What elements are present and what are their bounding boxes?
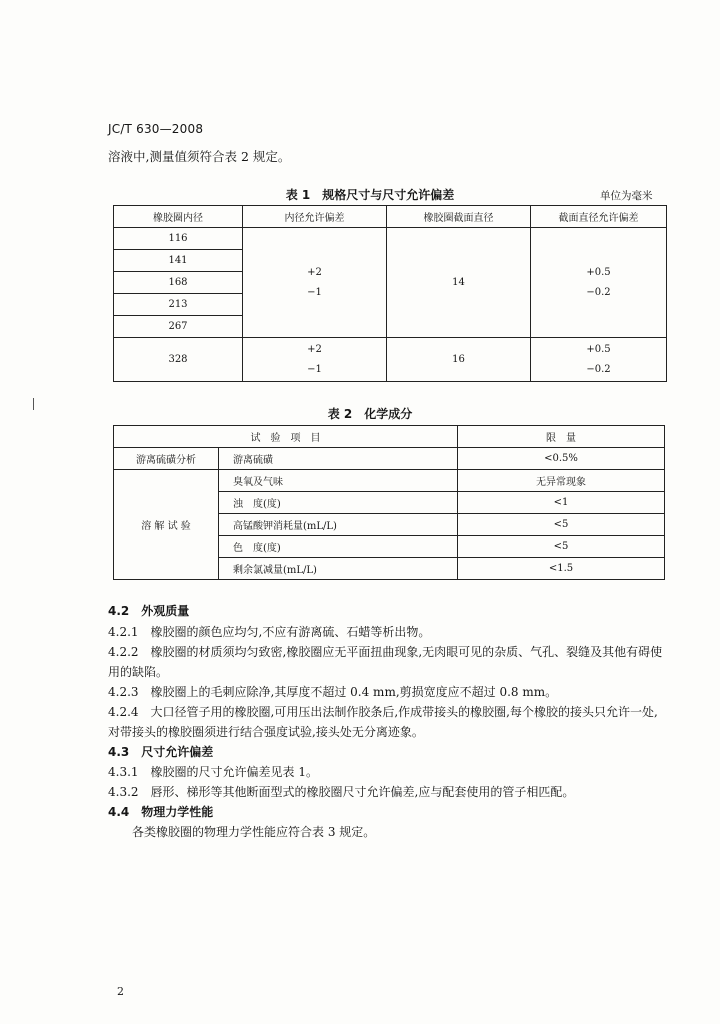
sec-minus: −0.2: [586, 363, 611, 375]
item-cell: 游离硫磺: [219, 448, 458, 470]
sec-plus: +0.5: [586, 343, 611, 355]
paragraph: 各类橡胶圈的物理力学性能应符合表 3 规定。: [108, 825, 376, 839]
section-cell: 16: [387, 338, 531, 382]
limit-cell: 无异常现象: [458, 470, 665, 492]
limit-cell: <1: [458, 492, 665, 514]
diameter-cell: 328: [114, 338, 243, 382]
col-header: 限 量: [458, 426, 665, 448]
table1-unit: 单位为毫米: [600, 190, 653, 202]
page-number: 2: [117, 985, 124, 998]
tol-plus: +2: [307, 343, 322, 355]
section-heading: [108, 601, 668, 621]
table1-caption: 表 1 规格尺寸与尺寸允许偏差: [285, 188, 455, 202]
paragraph: 4.3.1 橡胶圈的尺寸允许偏差见表 1。: [108, 765, 318, 779]
item-cell: 剩余氯减量(mL/L): [219, 558, 458, 580]
section-tolerance-cell: [531, 228, 667, 338]
col-header: 橡胶圈内径: [114, 206, 243, 228]
limit-cell: <5: [458, 536, 665, 558]
tol-plus: +2: [307, 266, 322, 278]
intro-text: 溶液中,测量值须符合表 2 规定。: [108, 149, 291, 164]
limit-cell: <5: [458, 514, 665, 536]
table-row: [114, 228, 667, 250]
standard-code: JC/T 630—2008: [108, 122, 204, 136]
section-heading: [108, 802, 668, 822]
diameter-cell: 141: [114, 250, 243, 272]
table-row: [114, 338, 667, 382]
col-header: 内径允许偏差: [243, 206, 387, 228]
table-header-row: [114, 426, 665, 448]
sec-minus: −0.2: [586, 286, 611, 298]
section-heading-text: 4.4 物理力学性能: [108, 805, 214, 819]
limit-cell: <1.5: [458, 558, 665, 580]
paragraph: 4.2.4 大口径管子用的橡胶圈,可用压出法制作胶条后,作成带接头的橡胶圈,每个橡胶的接头只允许一处,对带接头的橡胶圈须进行结合强度试验,接头处无分离迹象。: [108, 705, 658, 739]
paragraph: 4.2.1 橡胶圈的颜色应均匀,不应有游离硫、石蜡等析出物。: [108, 625, 431, 639]
col-header: 橡胶圈截面直径: [387, 206, 531, 228]
diameter-cell: 213: [114, 294, 243, 316]
table1: [113, 205, 667, 382]
section-heading: [108, 742, 668, 762]
diameter-cell: 168: [114, 272, 243, 294]
item-cell: 色 度(度): [219, 536, 458, 558]
section-tolerance-cell: [531, 338, 667, 382]
col-header: 截面直径允许偏差: [531, 206, 667, 228]
paragraph: 4.3.2 唇形、梯形等其他断面型式的橡胶圈尺寸允许偏差,应与配套使用的管子相匹配。: [108, 785, 575, 799]
tolerance-cell: [243, 338, 387, 382]
table-row: [114, 470, 665, 492]
item-cell: 浊 度(度): [219, 492, 458, 514]
category-cell: 游离硫磺分析: [114, 448, 219, 470]
table2: [113, 425, 665, 580]
paragraph: 4.2.3 橡胶圈上的毛刺应除净,其厚度不超过 0.4 mm,剪损宽度应不超过 0.8 mm。: [108, 685, 558, 699]
item-cell: 高锰酸钾消耗量(mL/L): [219, 514, 458, 536]
diameter-cell: 267: [114, 316, 243, 338]
table-header-row: [114, 206, 667, 228]
table-row: [114, 448, 665, 470]
paragraph: 4.2.2 橡胶圈的材质须均匀致密,橡胶圈应无平面扭曲现象,无肉眼可见的杂质、气孔、裂缝及其他有碍使用的缺陷。: [108, 645, 663, 679]
col-header: 试 验 项 目: [114, 426, 458, 448]
category-cell: 溶 解 试 验: [114, 470, 219, 580]
tolerance-cell: [243, 228, 387, 338]
section-heading-text: 4.3 尺寸允许偏差: [108, 745, 214, 759]
limit-cell: <0.5%: [458, 448, 665, 470]
diameter-cell: 116: [114, 228, 243, 250]
item-cell: 臭氧及气味: [219, 470, 458, 492]
section-heading-text: 4.2 外观质量: [108, 604, 190, 618]
tol-minus: −1: [307, 363, 322, 375]
section-cell: 14: [387, 228, 531, 338]
sec-plus: +0.5: [586, 266, 611, 278]
margin-mark: [33, 398, 34, 410]
table2-caption: 表 2 化学成分: [327, 407, 413, 421]
tol-minus: −1: [307, 286, 322, 298]
